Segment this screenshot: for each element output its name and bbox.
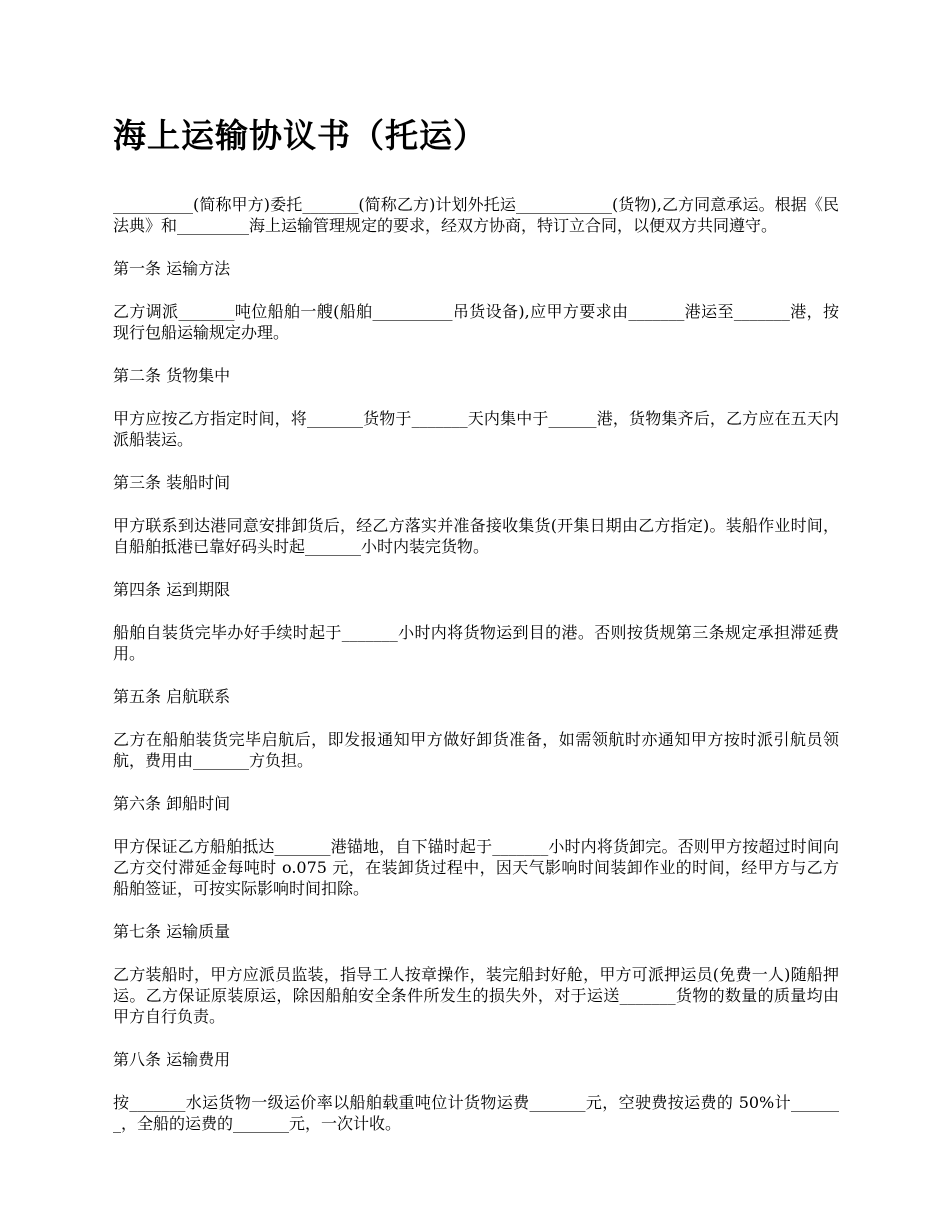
section-heading: 第四条 运到期限: [113, 580, 231, 599]
section-heading: 第三条 装船时间: [113, 473, 231, 492]
section-body: 乙方调派_______吨位船舶一艘(船舶__________吊货设备),应甲方要求由_______港运至_______港，按现行包船运输规定办理。: [113, 302, 839, 342]
section-body: 乙方装船时，甲方应派员监装，指导工人按章操作，装完船封好舱，甲方可派押运员(免费一人)随船押运。乙方保证原装原运，除因船舶安全条件所发生的损失外，对于运送_______货物的数量的质量均由甲方自行负责。: [113, 965, 839, 1026]
intro-paragraph: __________(简称甲方)委托_______(简称乙方)计划外托运____________(货物),乙方同意承运。根据《民法典》和_________海上运输管理规定的要求，经双方协商，特订立合同，以便双方共同遵守。: [113, 195, 839, 235]
section-body: 按_______水运货物一级运价率以船舶载重吨位计货物运费_______元，空驶费按运费的 50%计_______，全船的运费的_______元，一次计收。: [113, 1093, 839, 1133]
section-heading: 第六条 卸船时间: [113, 794, 231, 813]
document-title: 海上运输协议书（托运）: [113, 116, 487, 155]
section-heading: 第一条 运输方法: [113, 259, 231, 278]
section-heading: 第二条 货物集中: [113, 366, 231, 385]
section-heading: 第五条 启航联系: [113, 687, 231, 706]
section-body: 甲方应按乙方指定时间，将_______货物于_______天内集中于______港，货物集齐后，乙方应在五天内派船装运。: [113, 409, 839, 449]
section-heading: 第八条 运输费用: [113, 1050, 231, 1069]
section-body: 甲方联系到达港同意安排卸货后，经乙方落实并准备接收集货(开集日期由乙方指定)。装船作业时间，自船舶抵港已靠好码头时起_______小时内装完货物。: [113, 516, 839, 556]
section-heading: 第七条 运输质量: [113, 922, 231, 941]
section-body: 甲方保证乙方船舶抵达_______港锚地，自下锚时起于_______小时内将货卸完。否则甲方按超过时间向乙方交付滞延金每吨时 o.075 元，在装卸货过程中，因天气影响时间装卸作业的时间，经甲方与乙方船舶签证，可按实际影响时间扣除。: [113, 837, 839, 898]
document-page: [113, 108, 839, 1156]
section-body: 乙方在船舶装货完毕启航后，即发报通知甲方做好卸货准备，如需领航时亦通知甲方按时派引航员领航，费用由_______方负担。: [113, 730, 839, 770]
section-body: 船舶自装货完毕办好手续时起于_______小时内将货物运到目的港。否则按货规第三条规定承担滞延费用。: [113, 623, 839, 663]
